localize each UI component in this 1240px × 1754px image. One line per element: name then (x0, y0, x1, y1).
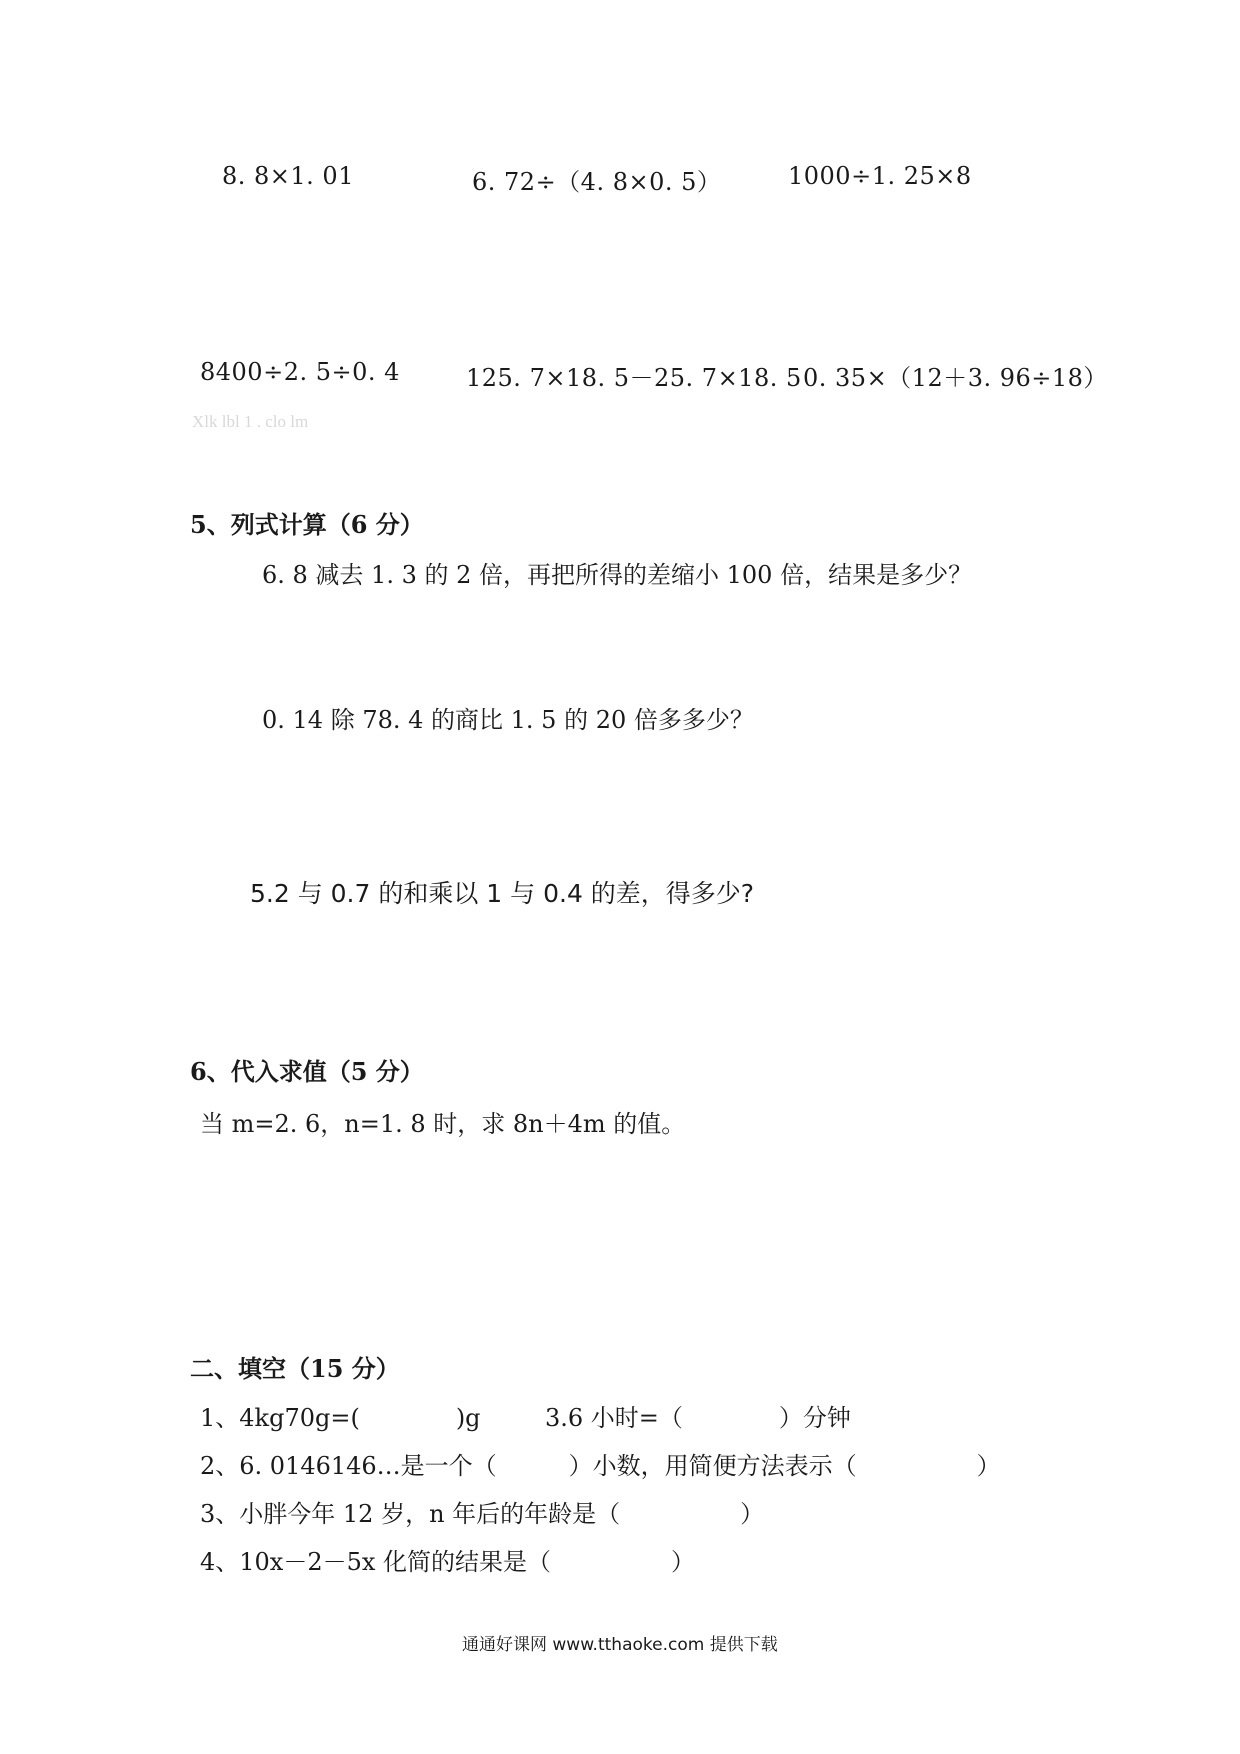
section5-question-1: 6. 8 减去 1. 3 的 2 倍，再把所得的差缩小 100 倍，结果是多少？ (262, 561, 973, 589)
calc-item-5: 125. 7×18. 5－25. 7×18. 5 (466, 364, 802, 392)
fill-item-1a: 1、4kg70g=( )g (200, 1404, 481, 1432)
section5-question-2: 0. 14 除 78. 4 的商比 1. 5 的 20 倍多多少？ (262, 706, 754, 734)
calc-item-6: 0. 35×（12＋3. 96÷18） (803, 364, 1108, 392)
section6-question-1: 当 m=2. 6，n=1. 8 时，求 8n＋4m 的值。 (200, 1110, 686, 1138)
fill-section-title: 二、填空（15 分） (190, 1354, 400, 1383)
calc-item-4: 8400÷2. 5÷0. 4 (200, 358, 400, 386)
fill-item-1b: 3.6 小时=（ ）分钟 (545, 1404, 851, 1432)
fill-item-3: 3、小胖今年 12 岁，n 年后的年龄是（ ） (200, 1500, 765, 1528)
watermark-text: Xlk lbl 1 . clo lm (192, 412, 309, 431)
calc-item-2: 6. 72÷（4. 8×0. 5） (472, 168, 722, 196)
footer-text: 通通好课网 www.tthaoke.com 提供下载 (462, 1635, 778, 1655)
fill-item-4: 4、10x－2－5x 化简的结果是（ ） (200, 1548, 696, 1576)
section5-title: 5、列式计算（6 分） (190, 510, 424, 539)
calc-item-1: 8. 8×1. 01 (222, 162, 354, 190)
fill-item-2: 2、6. 0146146…是一个（ ）小数，用简便方法表示（ ） (200, 1452, 1001, 1480)
section5-question-3: 5.2 与 0.7 的和乘以 1 与 0.4 的差，得多少? (250, 879, 755, 908)
calc-item-3: 1000÷1. 25×8 (788, 162, 972, 190)
section6-title: 6、代入求值（5 分） (190, 1057, 424, 1086)
